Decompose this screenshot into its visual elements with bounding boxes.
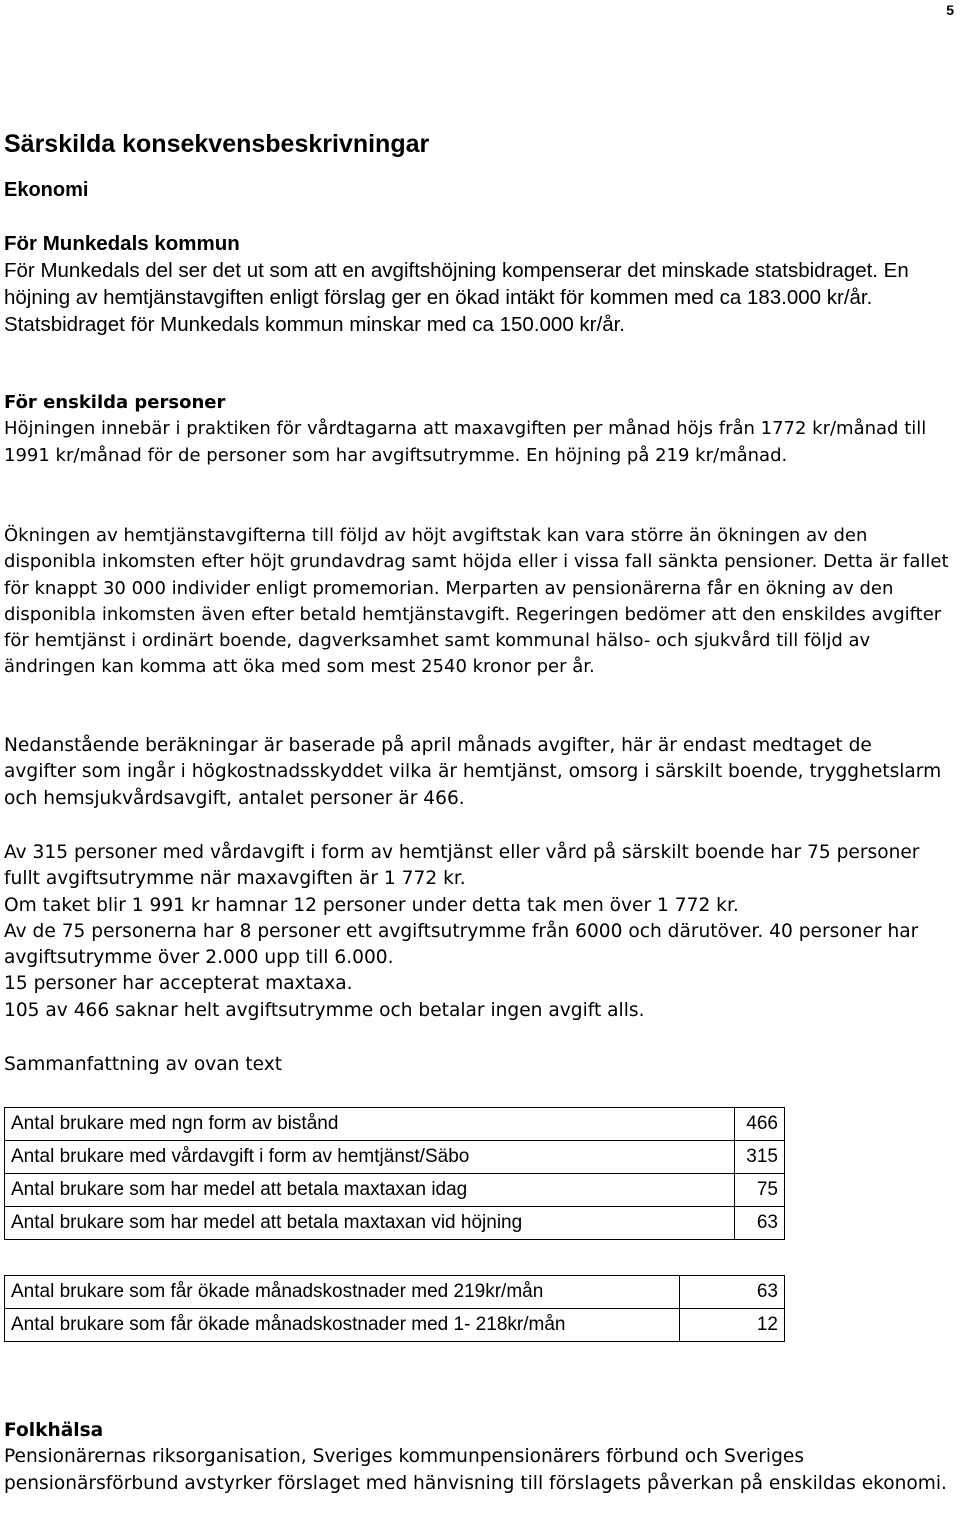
increase-text: Ökningen av hemtjänstavgifterna till följd av höjt avgiftstak kan vara större än ökningen av den disponibla inkomsten efter höjt grundavdrag samt höjda eller i vissa fall sänkta pensioner. Detta är fallet för knappt 30 000 individer enligt promemorian. Merparten av pensionärerna får en ökning av den disponibla inkomsten även efter betald hemtjänstavgift. Regeringen bedömer att den enskildes avgifter för hemtjänst i ordinärt boende, dagverksamhet samt kommunal hälso- och sjukvård till följd av ändringen kan komma att öka med som mest 2540 kronor per år. bbox=[4, 525, 949, 678]
calculation-lines bbox=[4, 840, 949, 1024]
calc-line: 15 personer har accepterat maxtaxa. bbox=[4, 973, 353, 995]
municipality-section bbox=[4, 230, 954, 338]
table-cell-label: Antal brukare som har medel att betala maxtaxan idag bbox=[5, 1174, 735, 1207]
table-cell-label: Antal brukare med ngn form av bistånd bbox=[5, 1108, 735, 1141]
table-cell-value: 63 bbox=[735, 1207, 785, 1240]
table-cell-value: 12 bbox=[680, 1309, 785, 1342]
individuals-text: Höjningen innebär i praktiken för vårdtagarna att maxavgiften per månad höjs från 1772 kr/månad till 1991 kr/månad för de personer som har avgiftsutrymme. En höjning på 219 kr/månad. bbox=[4, 418, 927, 466]
table-cell-label: Antal brukare som har medel att betala maxtaxan vid höjning bbox=[5, 1207, 735, 1240]
table-cell-label: Antal brukare som får ökade månadskostnader med 1- 218kr/mån bbox=[5, 1309, 680, 1342]
municipality-text: För Munkedals del ser det ut som att en avgiftshöjning kompenserar det minskade statsbidraget. En höjning av hemtjänstavgiften enligt förslag ger en ökad intäkt för kommen med ca 183.000 kr/år. Statsbidraget för Munkedals kommun minskar med ca 150.000 kr/år. bbox=[4, 259, 909, 336]
calc-line: 105 av 466 saknar helt avgiftsutrymme och betalar ingen avgift alls. bbox=[4, 999, 645, 1021]
municipality-heading: För Munkedals kommun bbox=[4, 232, 240, 255]
calc-line: Om taket blir 1 991 kr hamnar 12 personer under detta tak men över 1 772 kr. bbox=[4, 894, 739, 916]
page-title: Särskilda konsekvensbeskrivningar bbox=[4, 130, 430, 158]
table-row bbox=[5, 1141, 785, 1174]
individuals-heading: För enskilda personer bbox=[4, 392, 226, 413]
table-cell-value: 63 bbox=[680, 1276, 785, 1309]
table-cell-label: Antal brukare med vårdavgift i form av hemtjänst/Säbo bbox=[5, 1141, 735, 1174]
table-row bbox=[5, 1174, 785, 1207]
table-cell-value: 466 bbox=[735, 1108, 785, 1141]
table-cell-value: 315 bbox=[735, 1141, 785, 1174]
calc-line: Av de 75 personerna har 8 personer ett avgiftsutrymme från 6000 och därutöver. 40 personer har avgiftsutrymme över 2.000 upp till 6.000. bbox=[4, 920, 919, 969]
public-health-text: Pensionärernas riksorganisation, Sveriges kommunpensionärers förbund och Sveriges pensionärsförbund avstyrker förslaget med hänvisning till förslagets påverkan på enskildas ekonomi. bbox=[4, 1446, 947, 1494]
table-row bbox=[5, 1108, 785, 1141]
basis-paragraph bbox=[4, 733, 949, 812]
table-cell-label: Antal brukare som får ökade månadskostnader med 219kr/mån bbox=[5, 1276, 680, 1309]
calc-line: Av 315 personer med vårdavgift i form av hemtjänst eller vård på särskilt boende har 75 personer fullt avgiftsutrymme när maxavgiften är 1 772 kr. bbox=[4, 842, 920, 890]
table-row bbox=[5, 1276, 785, 1309]
individuals-section bbox=[4, 390, 949, 469]
increase-paragraph bbox=[4, 523, 949, 681]
table-row bbox=[5, 1309, 785, 1342]
summary-table bbox=[4, 1107, 785, 1240]
public-health-section bbox=[4, 1418, 949, 1497]
summary-heading: Sammanfattning av ovan text bbox=[4, 1054, 283, 1075]
section-heading-economy: Ekonomi bbox=[4, 179, 89, 201]
cost-increase-table bbox=[4, 1275, 785, 1342]
table-cell-value: 75 bbox=[735, 1174, 785, 1207]
page-number: 5 bbox=[946, 2, 954, 18]
table-row bbox=[5, 1207, 785, 1240]
basis-text: Nedanstående beräkningar är baserade på april månads avgifter, här är endast medtaget de avgifter som ingår i högkostnadsskyddet vilka är hemtjänst, omsorg i särskilt boende, trygghetslarm och hemsjukvårdsavgift, antalet personer är 466. bbox=[4, 735, 942, 809]
public-health-heading: Folkhälsa bbox=[4, 1420, 104, 1441]
